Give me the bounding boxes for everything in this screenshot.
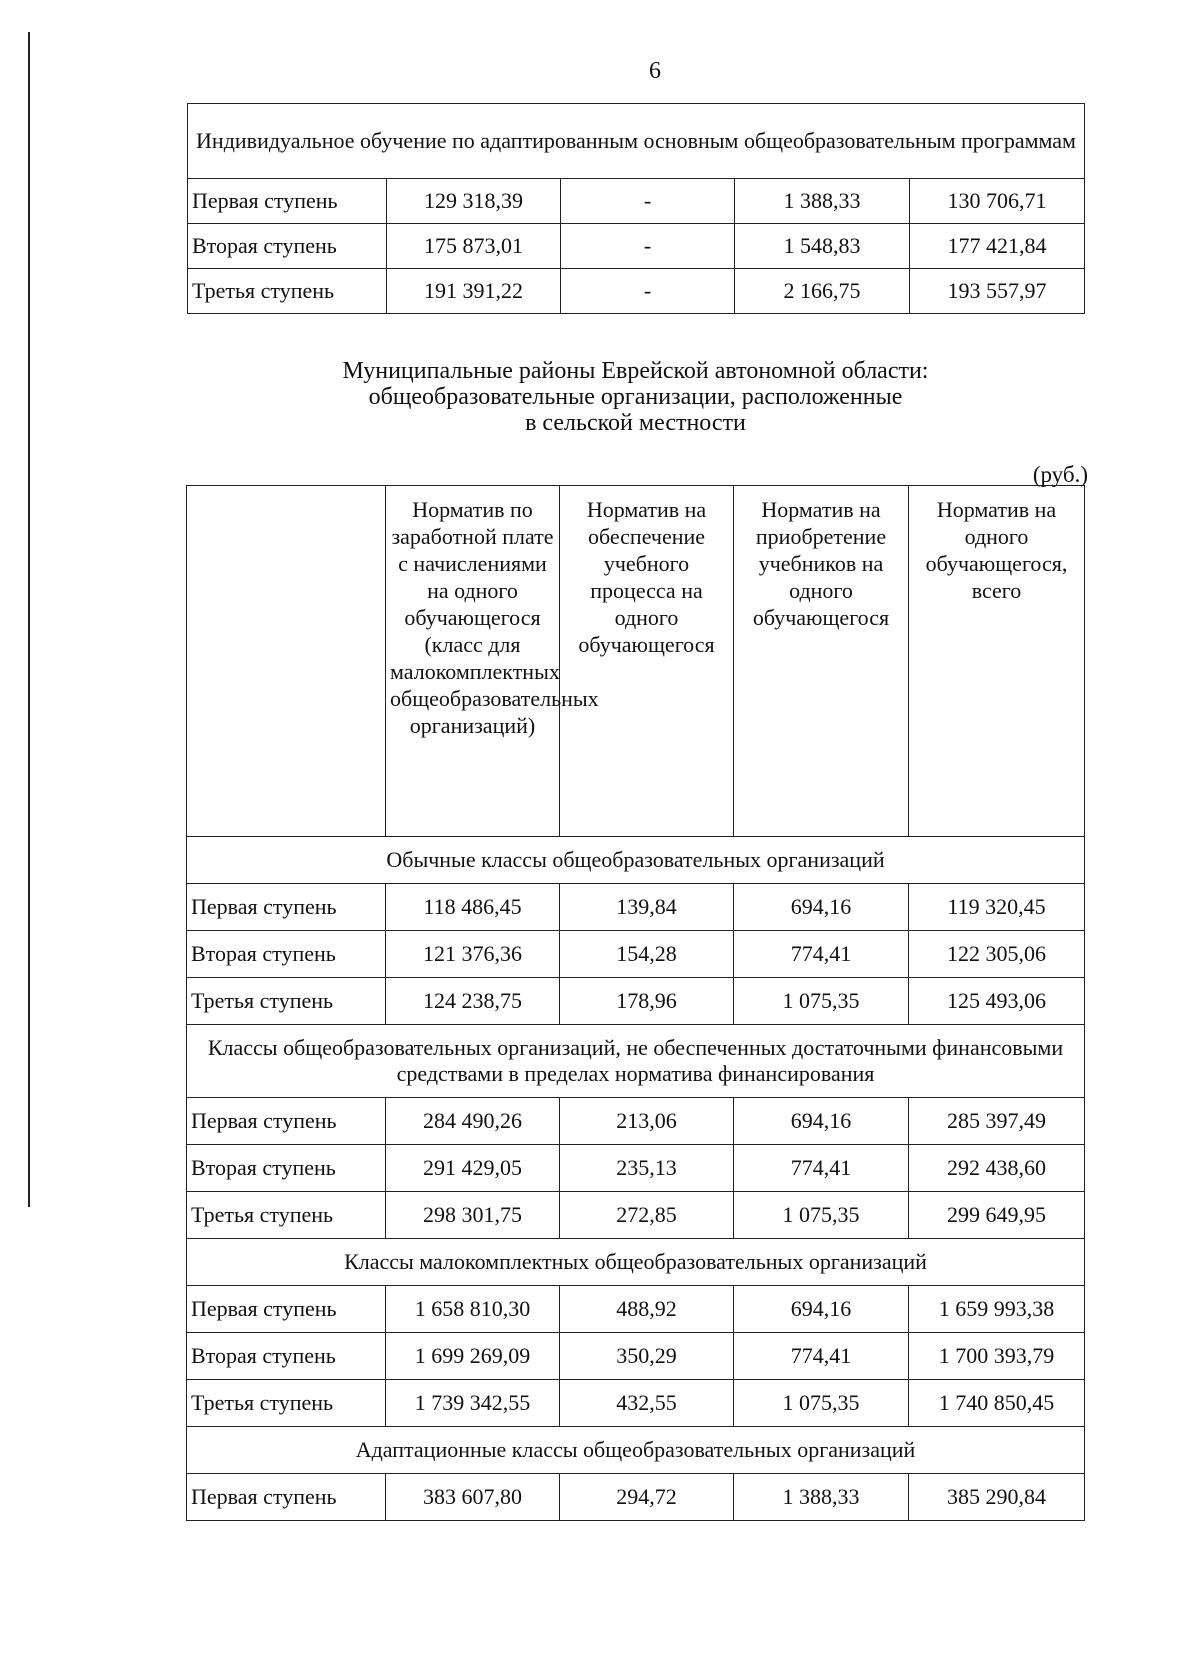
cell-value: 1 700 393,79 — [909, 1333, 1085, 1380]
row-label: Вторая ступень — [187, 1145, 386, 1192]
table-row — [187, 1192, 1085, 1239]
row-label: Третья ступень — [187, 1192, 386, 1239]
column-header: Норматив на одного обучающегося, всего — [909, 486, 1085, 837]
cell-value: 129 318,39 — [387, 179, 561, 224]
cell-value: 1 075,35 — [734, 978, 909, 1025]
heading-line: общеобразовательные организации, расположенные — [368, 384, 903, 410]
cell-value: 121 376,36 — [386, 931, 560, 978]
cell-value: 1 075,35 — [734, 1380, 909, 1427]
row-label: Вторая ступень — [187, 1333, 386, 1380]
row-label: Вторая ступень — [187, 931, 386, 978]
row-label: Первая ступень — [188, 179, 387, 224]
section-title: Классы малокомплектных общеобразовательных организаций — [187, 1239, 1085, 1286]
row-label: Третья ступень — [188, 269, 387, 314]
cell-value: 1 659 993,38 — [909, 1286, 1085, 1333]
cell-value: 1 658 810,30 — [386, 1286, 560, 1333]
cell-value: 1 548,83 — [735, 224, 910, 269]
cell-value: 118 486,45 — [386, 884, 560, 931]
table-row — [188, 269, 1085, 314]
left-margin-rule — [28, 32, 30, 1207]
row-label: Первая ступень — [187, 884, 386, 931]
cell-value: 175 873,01 — [387, 224, 561, 269]
cell-value: 193 557,97 — [910, 269, 1085, 314]
cell-value: 1 075,35 — [734, 1192, 909, 1239]
section-title: Обычные классы общеобразовательных организаций — [187, 837, 1085, 884]
table-row — [187, 931, 1085, 978]
row-label: Первая ступень — [187, 1098, 386, 1145]
row-label: Третья ступень — [187, 1380, 386, 1427]
table-row — [187, 1474, 1085, 1521]
cell-value: 292 438,60 — [909, 1145, 1085, 1192]
heading-line: Муниципальные районы Еврейской автономной области: — [342, 358, 929, 384]
cell-value: 432,55 — [560, 1380, 734, 1427]
table-row — [188, 224, 1085, 269]
cell-value: 125 493,06 — [909, 978, 1085, 1025]
cell-value: 774,41 — [734, 931, 909, 978]
cell-value: 298 301,75 — [386, 1192, 560, 1239]
cell-value: 130 706,71 — [910, 179, 1085, 224]
cell-value: 284 490,26 — [386, 1098, 560, 1145]
column-header: Норматив по заработной плате с начислениями на одного обучающегося (класс для малокомплектных общеобразовательных организаций) — [386, 486, 560, 837]
cell-value: - — [561, 224, 735, 269]
row-label: Третья ступень — [187, 978, 386, 1025]
cell-value: 385 290,84 — [909, 1474, 1085, 1521]
cell-value: 291 429,05 — [386, 1145, 560, 1192]
cell-value: 122 305,06 — [909, 931, 1085, 978]
rural-norms-table — [186, 485, 1085, 1521]
table-row — [187, 1333, 1085, 1380]
page-number: 6 — [649, 58, 661, 84]
table-row — [187, 1098, 1085, 1145]
table-row — [187, 978, 1085, 1025]
cell-value: 235,13 — [560, 1145, 734, 1192]
individual-education-table — [187, 103, 1085, 314]
cell-value: 1 739 342,55 — [386, 1380, 560, 1427]
column-header: Норматив на обеспечение учебного процесса на одного обучающегося — [560, 486, 734, 837]
cell-value: 694,16 — [734, 884, 909, 931]
cell-value: 488,92 — [560, 1286, 734, 1333]
cell-value: 383 607,80 — [386, 1474, 560, 1521]
cell-value: 124 238,75 — [386, 978, 560, 1025]
column-header: Норматив на приобретение учебников на одного обучающегося — [734, 486, 909, 837]
header-row — [187, 486, 1085, 837]
cell-value: - — [561, 269, 735, 314]
cell-value: 285 397,49 — [909, 1098, 1085, 1145]
cell-value: 177 421,84 — [910, 224, 1085, 269]
cell-value: 154,28 — [560, 931, 734, 978]
table-row — [187, 1145, 1085, 1192]
section-title: Адаптационные классы общеобразовательных организаций — [187, 1427, 1085, 1474]
cell-value: 1 740 850,45 — [909, 1380, 1085, 1427]
cell-value: 694,16 — [734, 1286, 909, 1333]
cell-value: 2 166,75 — [735, 269, 910, 314]
cell-value: 272,85 — [560, 1192, 734, 1239]
table-row — [188, 179, 1085, 224]
table-row — [187, 1286, 1085, 1333]
section-heading — [187, 358, 1084, 436]
cell-value: 213,06 — [560, 1098, 734, 1145]
cell-value: 178,96 — [560, 978, 734, 1025]
row-label: Вторая ступень — [188, 224, 387, 269]
cell-value: 299 649,95 — [909, 1192, 1085, 1239]
cell-value: 774,41 — [734, 1145, 909, 1192]
cell-value: 1 388,33 — [735, 179, 910, 224]
table-row — [187, 884, 1085, 931]
cell-value: 350,29 — [560, 1333, 734, 1380]
cell-value: 191 391,22 — [387, 269, 561, 314]
row-label: Первая ступень — [187, 1474, 386, 1521]
cell-value: 774,41 — [734, 1333, 909, 1380]
cell-value: 1 699 269,09 — [386, 1333, 560, 1380]
cell-value: 294,72 — [560, 1474, 734, 1521]
cell-value: 139,84 — [560, 884, 734, 931]
cell-value: 694,16 — [734, 1098, 909, 1145]
section-title: Индивидуальное обучение по адаптированным основным общеобразовательным программам — [188, 104, 1085, 179]
table-row — [187, 1380, 1085, 1427]
cell-value: 119 320,45 — [909, 884, 1085, 931]
column-header — [187, 486, 386, 837]
heading-line: в сельской местности — [525, 410, 746, 436]
section-title: Классы общеобразовательных организаций, не обеспеченных достаточными финансовыми средствами в пределах норматива финансирования — [187, 1025, 1085, 1098]
cell-value: 1 388,33 — [734, 1474, 909, 1521]
cell-value: - — [561, 179, 735, 224]
row-label: Первая ступень — [187, 1286, 386, 1333]
currency-unit: (руб.) — [1032, 462, 1088, 487]
